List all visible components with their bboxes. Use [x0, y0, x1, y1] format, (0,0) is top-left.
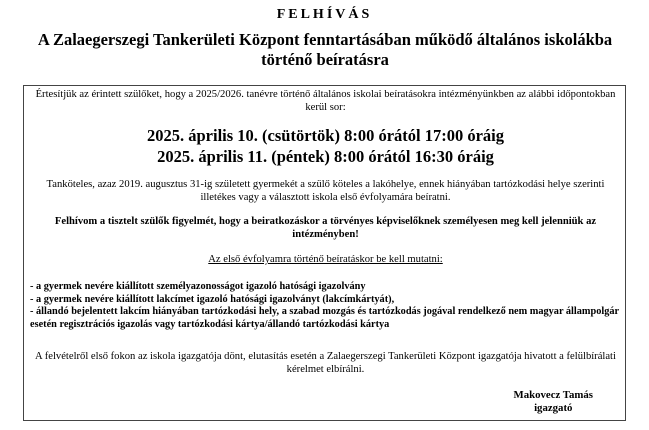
page-subtitle: A Zalaegerszegi Tankerületi Központ fenntartásában működő általános iskolákba történő beíratásra — [37, 30, 613, 69]
enrollment-date-2: 2025. április 11. (péntek) 8:00 órától 16:30 óráig — [157, 147, 494, 166]
list-item: - a gyermek nevére kiállított lakcímet igazoló hatósági igazolványt (lakcímkártyát), — [30, 293, 395, 305]
intro-paragraph: Értesítjük az érintett szülőket, hogy a 2025/2026. tanévre történő általános iskolai beíratásokra intézményünkben az alábbi időpontokban kerül sor: — [35, 89, 616, 113]
list-item: - állandó bejelentett lakcím hiányában tartózkodási hely, a szabad mozgás és tartózkodás jogával rendelkező nem magyar állampolgár esetén regisztrációs igazolás vagy tartózkodási kártya/állandó tartózkodási kártya — [30, 306, 619, 330]
enrollment-date-1: 2025. április 10. (csütörtök) 8:00 órától 17:00 óráig — [147, 126, 504, 145]
list-item: - a gyermek nevére kiállított személyazonosságot igazoló hatósági igazolvány — [30, 281, 366, 292]
decision-paragraph: A felvételről első fokon az iskola igazgatója dönt, elutasítás esetén a Zalaegerszegi Tankerületi Központ igazgatója hivatott a felülbírálati kérelmet elbírálni. — [35, 351, 616, 375]
page-title: FELHÍVÁS — [276, 7, 373, 22]
attention-paragraph: Felhívom a tisztelt szülők figyelmét, hogy a beiratkozáskor a törvényes képviselőknek személyesen meg kell jelenniük az intézményben! — [54, 216, 597, 240]
documents-list — [30, 281, 620, 331]
documents-heading: Az első évfolyamra történő beíratáskor be kell mutatni: — [208, 254, 443, 265]
signature-block — [514, 389, 593, 415]
obligation-paragraph: Tanköteles, azaz 2019. augusztus 31-ig született gyermekét a szülő köteles a lakóhelye, ennek hiányában tartózkodási helye szerinti illetékes vagy a választott iskola első évfolyamára beíratni. — [46, 179, 605, 203]
signatory-name: Makovecz Tamás — [513, 389, 593, 401]
signatory-role: igazgató — [534, 402, 573, 414]
notice-box — [23, 85, 626, 421]
